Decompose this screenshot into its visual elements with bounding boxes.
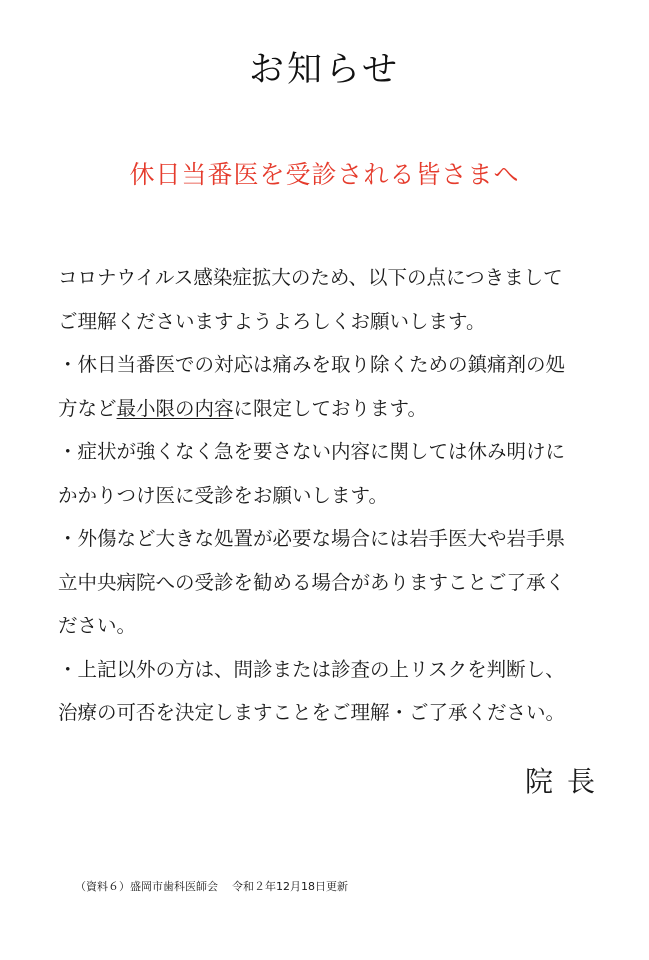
footer-date: 令和２年12月18日更新: [232, 880, 348, 893]
body-line: 立中央病院への受診を勧める場合がありますことご了承く: [58, 570, 566, 594]
signature: 院長: [524, 765, 609, 798]
emphasized-text: 最小限の内容: [116, 396, 234, 420]
body-line: ・外傷など大きな処置が必要な場合には岩手医大や岩手県: [58, 527, 566, 550]
page-title: お知らせ: [249, 50, 400, 90]
body-line: ご理解くださいますようよろしくお願いします。: [58, 309, 486, 333]
body-line: コロナウイルス感染症拡大のため、以下の点につきまして: [58, 266, 563, 289]
body-text-segment: 方など: [58, 396, 117, 420]
body-line: ・休日当番医での対応は痛みを取り除くための鎮痛剤の処: [58, 353, 566, 376]
body-line: ・症状が強くなく急を要さない内容に関しては休み明けに: [58, 440, 566, 463]
body-text-segment: に限定しております。: [233, 396, 427, 420]
footer-note: [75, 878, 348, 894]
body-line: [58, 387, 618, 431]
notice-body: [58, 256, 618, 735]
body-line: かかりつけ医に受診をお願いします。: [58, 483, 388, 507]
body-line: ださい。: [58, 614, 137, 637]
body-line: 治療の可否を決定しますことをご理解・ご了承ください。: [58, 701, 566, 724]
body-line: ・上記以外の方は、問診または診査の上リスクを判断し、: [58, 657, 565, 681]
notice-subtitle: 休日当番医を受診される皆さまへ: [129, 160, 520, 189]
footer-source: （資料６）盛岡市歯科医師会: [75, 880, 218, 893]
